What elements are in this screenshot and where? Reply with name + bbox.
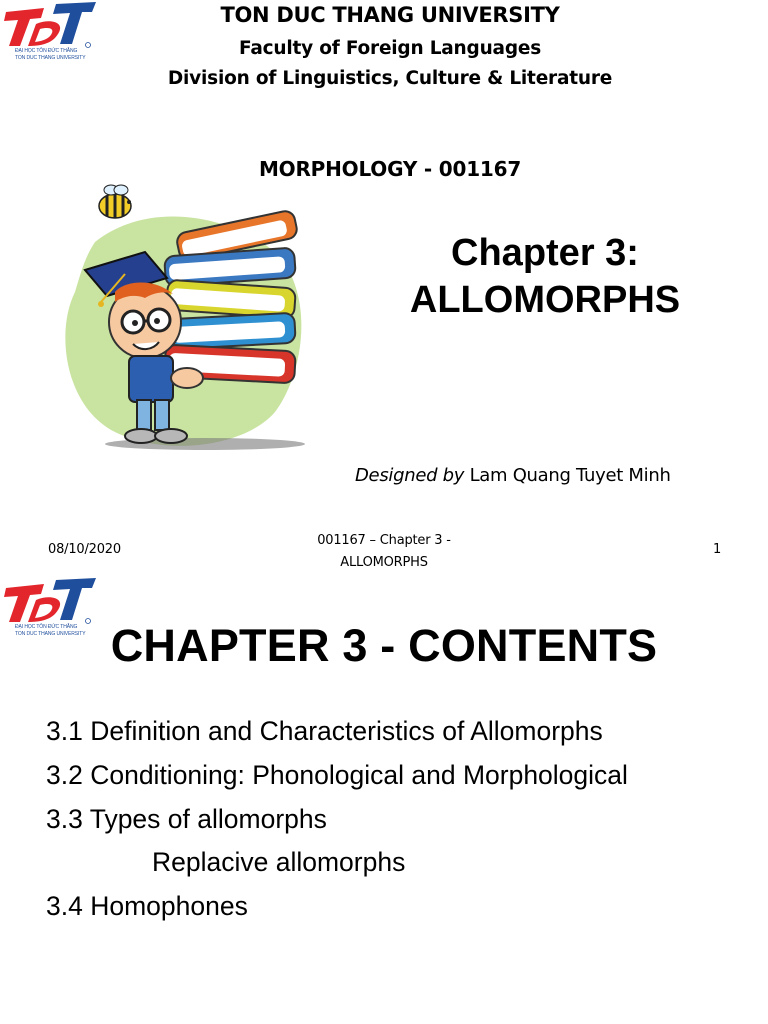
- footer-title: [300, 530, 468, 574]
- chapter-title: [390, 230, 700, 324]
- university-name: TON DUC THANG UNIVERSITY: [220, 3, 560, 27]
- footer-title-line-2: ALLOMORPHS: [340, 555, 428, 570]
- footer-page-number: 1: [713, 542, 722, 557]
- designer-credit: [355, 465, 671, 486]
- contents-title: CHAPTER 3 - CONTENTS: [110, 620, 658, 671]
- toc-item-3-4: 3.4 Homophones: [46, 891, 248, 921]
- footer-date: 08/10/2020: [48, 542, 121, 557]
- student-books-icon: [55, 182, 310, 462]
- toc-item-3-2: 3.2 Conditioning: Phonological and Morphological: [46, 760, 628, 790]
- toc-subitem-replacive: Replacive allomorphs: [152, 847, 406, 877]
- chapter-title-line-1: Chapter 3:: [451, 232, 639, 274]
- logo-caption-en: TON DUC THANG UNIVERSITY: [15, 55, 86, 61]
- toc-item-3-3: 3.3 Types of allomorphs: [46, 804, 327, 834]
- designed-by-label: Designed by: [355, 465, 465, 486]
- faculty-name: Faculty of Foreign Languages: [238, 38, 542, 59]
- toc-item-3-1: 3.1 Definition and Characteristics of Allomorphs: [46, 716, 603, 746]
- student-carrying-books-illustration: [55, 182, 310, 462]
- footer-title-line-1: 001167 – Chapter 3 -: [317, 533, 451, 548]
- slide-2: [0, 576, 768, 1024]
- course-code: MORPHOLOGY - 001167: [258, 157, 522, 181]
- division-name: Division of Linguistics, Culture & Literature: [167, 68, 613, 89]
- logo-caption-vn: ĐẠI HỌC TÔN ĐỨC THẮNG: [15, 48, 78, 54]
- logo-caption-en: TON DUC THANG UNIVERSITY: [15, 631, 86, 637]
- logo-caption-vn: ĐẠI HỌC TÔN ĐỨC THẮNG: [15, 624, 78, 630]
- designer-name: Lam Quang Tuyet Minh: [469, 465, 671, 486]
- chapter-title-line-2: ALLOMORPHS: [409, 279, 681, 321]
